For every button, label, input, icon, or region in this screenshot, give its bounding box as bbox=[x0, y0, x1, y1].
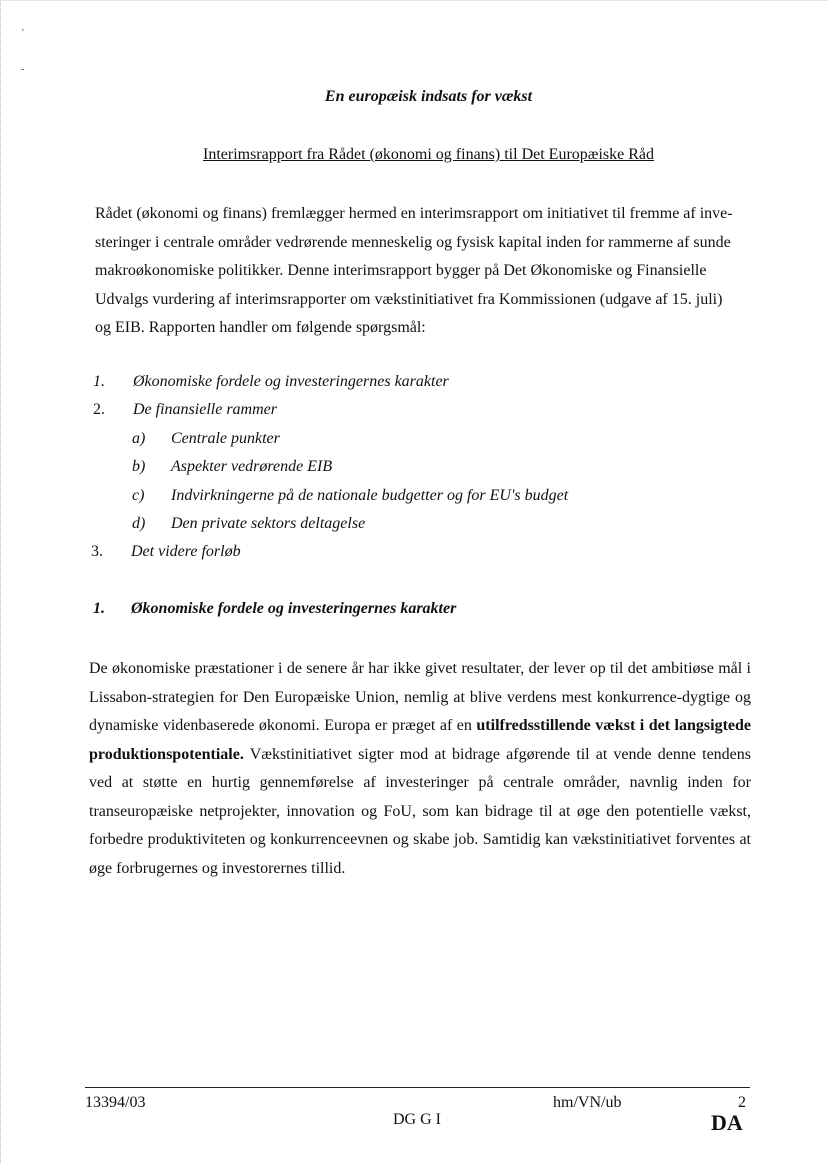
list-item-label: Aspekter vedrørende EIB bbox=[171, 458, 333, 475]
scan-speck: ' bbox=[22, 28, 24, 39]
paragraph-emphasis: utilfredsstillende vækst i det langsigtede produktionspotentiale. bbox=[89, 717, 751, 763]
list-item-label: Den private sektors deltagelse bbox=[171, 515, 366, 532]
footer-doc-number: 13394/03 bbox=[85, 1094, 146, 1111]
list-item-label: Indvirkningerne på de nationale budgetter og for EU's budget bbox=[171, 487, 569, 504]
section-number: 1. bbox=[93, 600, 105, 617]
footer-page-number: 2 bbox=[738, 1094, 746, 1111]
list-item-number: d) bbox=[132, 515, 146, 532]
intro-paragraph bbox=[95, 200, 755, 343]
paragraph-text: De økonomiske præstationer i de senere år har ikke givet resultater, der lever op til det ambitiøse mål i Lissabon-strategien for Den Europæiske Union, nemlig at blive verdens mest konkurrence-dygtige og dynamiske videnbaserede økonomi. Europa er præget af en bbox=[89, 660, 751, 734]
list-item-label: Centrale punkter bbox=[171, 430, 280, 447]
scan-top-edge bbox=[0, 0, 827, 2]
footer-divider bbox=[85, 1087, 750, 1088]
list-item-number: c) bbox=[132, 487, 145, 504]
document-title: En europæisk indsats for vækst bbox=[324, 88, 533, 105]
list-item-label: Økonomiske fordele og investeringernes karakter bbox=[133, 373, 449, 390]
intro-line: og EIB. Rapporten handler om følgende spørgsmål: bbox=[95, 319, 426, 336]
list-item-label: Det videre forløb bbox=[131, 543, 241, 560]
intro-line: Rådet (økonomi og finans) fremlægger hermed en interimsrapport om initiativet til fremme af inve- bbox=[95, 205, 733, 222]
section-paragraph bbox=[89, 655, 751, 883]
intro-line: Udvalgs vurdering af interimsrapporter om vækstinitiativet fra Kommissionen (udgave af 15. juli) bbox=[95, 290, 723, 308]
footer-dg: DG G I bbox=[393, 1111, 441, 1128]
list-item-number: 1. bbox=[93, 373, 105, 390]
section-title: Økonomiske fordele og investeringernes karakter bbox=[131, 600, 457, 617]
intro-line: steringer i centrale områder vedrørende menneskelig og fysisk kapital inden for rammerne af sunde bbox=[95, 233, 731, 251]
list-item-number: 3. bbox=[91, 543, 103, 560]
document-subtitle: Interimsrapport fra Rådet (økonomi og finans) til Det Europæiske Råd bbox=[202, 146, 654, 163]
paragraph-text: Vækstinitiativet sigter mod at bidrage afgørende til at vende denne tendens ved at støtte en hurtig gennemførelse af investeringer på centrale områder, navnlig inden for transeuropæiske netprojekter, innovation og FoU, som kan bidrage til at øge den potentielle vækst, forbedre produktiviteten og konkurrenceevnen og skabe job. Samtidig kan vækstinitiativet forventes at øge forbrugernes og investorernes tillid. bbox=[89, 745, 751, 877]
list-item-number: b) bbox=[132, 458, 146, 475]
list-item-number: a) bbox=[132, 430, 146, 447]
list-item-number: 2. bbox=[93, 401, 105, 418]
footer-language-code: DA bbox=[711, 1110, 743, 1135]
scan-left-edge bbox=[0, 0, 2, 1163]
intro-line: makroøkonomiske politikker. Denne interimsrapport bygger på Det Økonomiske og Finansielle bbox=[95, 262, 707, 279]
scan-speck: - bbox=[21, 64, 25, 75]
footer-initials: hm/VN/ub bbox=[553, 1094, 622, 1111]
list-item-label: De finansielle rammer bbox=[133, 401, 277, 418]
